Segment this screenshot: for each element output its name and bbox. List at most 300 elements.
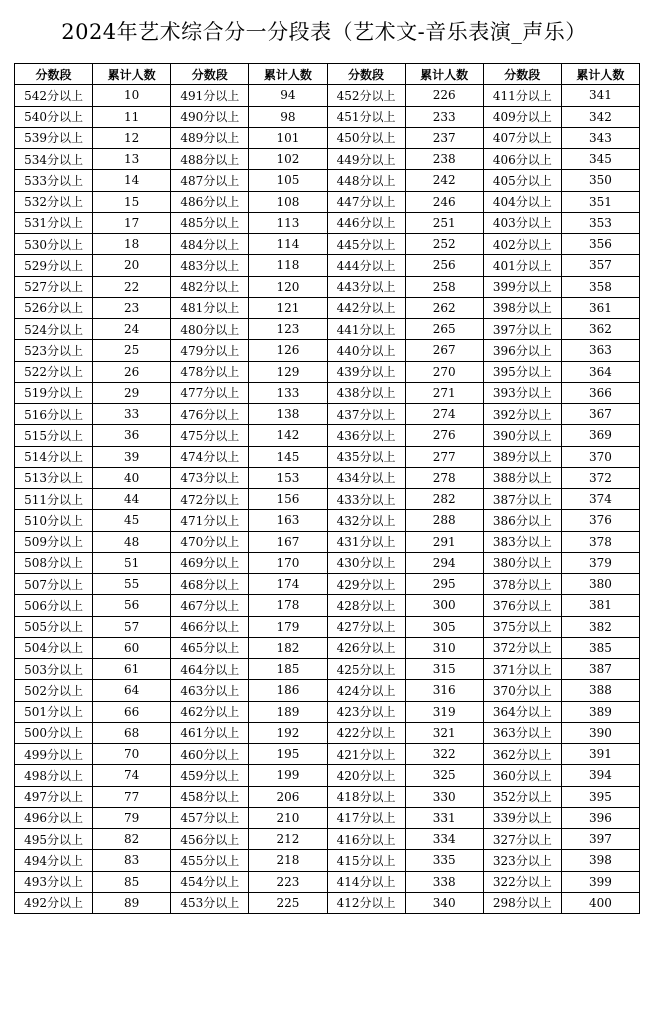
score-range-cell: 411分以上 <box>483 85 561 106</box>
score-range-cell: 404分以上 <box>483 191 561 212</box>
score-range-cell: 407分以上 <box>483 127 561 148</box>
score-range-cell: 380分以上 <box>483 552 561 573</box>
score-range-cell: 493分以上 <box>15 871 93 892</box>
table-row <box>15 127 640 148</box>
cumulative-count-cell: 353 <box>561 212 639 233</box>
score-range-cell: 467分以上 <box>171 595 249 616</box>
cumulative-count-cell: 362 <box>561 319 639 340</box>
table-row <box>15 149 640 170</box>
table-row <box>15 701 640 722</box>
cumulative-count-cell: 20 <box>93 255 171 276</box>
cumulative-count-cell: 246 <box>405 191 483 212</box>
score-range-cell: 298分以上 <box>483 892 561 913</box>
score-range-cell: 415分以上 <box>327 850 405 871</box>
score-range-cell: 479分以上 <box>171 340 249 361</box>
cumulative-count-cell: 186 <box>249 680 327 701</box>
cumulative-count-cell: 271 <box>405 382 483 403</box>
score-range-cell: 516分以上 <box>15 404 93 425</box>
score-range-cell: 444分以上 <box>327 255 405 276</box>
score-range-cell: 418分以上 <box>327 786 405 807</box>
score-range-cell: 501分以上 <box>15 701 93 722</box>
score-range-cell: 322分以上 <box>483 871 561 892</box>
cumulative-count-cell: 274 <box>405 404 483 425</box>
cumulative-count-cell: 342 <box>561 106 639 127</box>
cumulative-count-cell: 321 <box>405 722 483 743</box>
cumulative-count-cell: 267 <box>405 340 483 361</box>
cumulative-count-cell: 218 <box>249 850 327 871</box>
table-row <box>15 170 640 191</box>
cumulative-count-cell: 358 <box>561 276 639 297</box>
cumulative-count-cell: 22 <box>93 276 171 297</box>
cumulative-count-cell: 105 <box>249 170 327 191</box>
table-row <box>15 425 640 446</box>
score-range-cell: 519分以上 <box>15 382 93 403</box>
score-range-cell: 437分以上 <box>327 404 405 425</box>
cumulative-count-cell: 185 <box>249 659 327 680</box>
cumulative-count-cell: 378 <box>561 531 639 552</box>
score-range-cell: 534分以上 <box>15 149 93 170</box>
score-range-cell: 393分以上 <box>483 382 561 403</box>
cumulative-count-cell: 126 <box>249 340 327 361</box>
cumulative-count-cell: 256 <box>405 255 483 276</box>
cumulative-count-cell: 397 <box>561 829 639 850</box>
score-range-cell: 495分以上 <box>15 829 93 850</box>
score-range-cell: 524分以上 <box>15 319 93 340</box>
cumulative-count-cell: 199 <box>249 765 327 786</box>
score-range-cell: 526分以上 <box>15 297 93 318</box>
score-range-cell: 492分以上 <box>15 892 93 913</box>
cumulative-count-cell: 325 <box>405 765 483 786</box>
score-range-cell: 488分以上 <box>171 149 249 170</box>
score-range-cell: 527分以上 <box>15 276 93 297</box>
cumulative-count-cell: 341 <box>561 85 639 106</box>
cumulative-count-cell: 382 <box>561 616 639 637</box>
score-range-cell: 475分以上 <box>171 425 249 446</box>
cumulative-count-cell: 68 <box>93 722 171 743</box>
score-range-cell: 388分以上 <box>483 467 561 488</box>
cumulative-count-cell: 44 <box>93 489 171 510</box>
cumulative-count-cell: 17 <box>93 212 171 233</box>
score-range-cell: 438分以上 <box>327 382 405 403</box>
cumulative-count-cell: 18 <box>93 234 171 255</box>
score-range-cell: 464分以上 <box>171 659 249 680</box>
cumulative-count-cell: 145 <box>249 446 327 467</box>
score-range-cell: 486分以上 <box>171 191 249 212</box>
score-range-cell: 412分以上 <box>327 892 405 913</box>
cumulative-count-cell: 74 <box>93 765 171 786</box>
cumulative-count-cell: 389 <box>561 701 639 722</box>
cumulative-count-cell: 102 <box>249 149 327 170</box>
table-row <box>15 531 640 552</box>
table-row <box>15 361 640 382</box>
table-row <box>15 722 640 743</box>
cumulative-count-cell: 15 <box>93 191 171 212</box>
cumulative-count-cell: 179 <box>249 616 327 637</box>
cumulative-count-cell: 262 <box>405 297 483 318</box>
score-range-cell: 478分以上 <box>171 361 249 382</box>
score-range-cell: 533分以上 <box>15 170 93 191</box>
score-range-cell: 523分以上 <box>15 340 93 361</box>
cumulative-count-cell: 380 <box>561 574 639 595</box>
cumulative-count-cell: 388 <box>561 680 639 701</box>
score-range-cell: 481分以上 <box>171 297 249 318</box>
cumulative-count-cell: 153 <box>249 467 327 488</box>
score-range-cell: 398分以上 <box>483 297 561 318</box>
score-range-cell: 461分以上 <box>171 722 249 743</box>
score-range-cell: 362分以上 <box>483 744 561 765</box>
header-score-range: 分数段 <box>15 64 93 85</box>
score-range-cell: 436分以上 <box>327 425 405 446</box>
table-row <box>15 552 640 573</box>
table-row <box>15 765 640 786</box>
score-range-cell: 504分以上 <box>15 637 93 658</box>
table-row <box>15 637 640 658</box>
cumulative-count-cell: 51 <box>93 552 171 573</box>
score-range-cell: 489分以上 <box>171 127 249 148</box>
header-score-range: 分数段 <box>327 64 405 85</box>
cumulative-count-cell: 210 <box>249 807 327 828</box>
cumulative-count-cell: 350 <box>561 170 639 191</box>
score-range-cell: 471分以上 <box>171 510 249 531</box>
cumulative-count-cell: 13 <box>93 149 171 170</box>
score-range-cell: 480分以上 <box>171 319 249 340</box>
cumulative-count-cell: 251 <box>405 212 483 233</box>
score-range-cell: 473分以上 <box>171 467 249 488</box>
table-row <box>15 255 640 276</box>
score-range-cell: 496分以上 <box>15 807 93 828</box>
score-range-cell: 417分以上 <box>327 807 405 828</box>
table-row <box>15 489 640 510</box>
score-range-cell: 491分以上 <box>171 85 249 106</box>
score-range-cell: 474分以上 <box>171 446 249 467</box>
cumulative-count-cell: 120 <box>249 276 327 297</box>
score-range-cell: 511分以上 <box>15 489 93 510</box>
table-row <box>15 871 640 892</box>
score-range-cell: 427分以上 <box>327 616 405 637</box>
cumulative-count-cell: 391 <box>561 744 639 765</box>
cumulative-count-cell: 288 <box>405 510 483 531</box>
score-range-cell: 529分以上 <box>15 255 93 276</box>
cumulative-count-cell: 129 <box>249 361 327 382</box>
score-range-cell: 420分以上 <box>327 765 405 786</box>
cumulative-count-cell: 369 <box>561 425 639 446</box>
score-range-cell: 498分以上 <box>15 765 93 786</box>
score-range-cell: 446分以上 <box>327 212 405 233</box>
cumulative-count-cell: 23 <box>93 297 171 318</box>
cumulative-count-cell: 335 <box>405 850 483 871</box>
cumulative-count-cell: 212 <box>249 829 327 850</box>
cumulative-count-cell: 395 <box>561 786 639 807</box>
table-header-row <box>15 64 640 85</box>
score-range-cell: 383分以上 <box>483 531 561 552</box>
score-range-cell: 454分以上 <box>171 871 249 892</box>
table-row <box>15 807 640 828</box>
score-range-cell: 453分以上 <box>171 892 249 913</box>
score-range-cell: 395分以上 <box>483 361 561 382</box>
score-range-cell: 503分以上 <box>15 659 93 680</box>
score-range-cell: 371分以上 <box>483 659 561 680</box>
score-range-cell: 397分以上 <box>483 319 561 340</box>
score-range-cell: 462分以上 <box>171 701 249 722</box>
score-range-cell: 431分以上 <box>327 531 405 552</box>
table-row <box>15 467 640 488</box>
cumulative-count-cell: 399 <box>561 871 639 892</box>
cumulative-count-cell: 387 <box>561 659 639 680</box>
score-range-cell: 482分以上 <box>171 276 249 297</box>
score-range-cell: 396分以上 <box>483 340 561 361</box>
score-range-cell: 424分以上 <box>327 680 405 701</box>
table-row <box>15 319 640 340</box>
score-range-cell: 532分以上 <box>15 191 93 212</box>
score-range-cell: 459分以上 <box>171 765 249 786</box>
score-range-cell: 449分以上 <box>327 149 405 170</box>
score-range-cell: 386分以上 <box>483 510 561 531</box>
score-range-cell: 472分以上 <box>171 489 249 510</box>
cumulative-count-cell: 258 <box>405 276 483 297</box>
table-row <box>15 234 640 255</box>
cumulative-count-cell: 12 <box>93 127 171 148</box>
cumulative-count-cell: 192 <box>249 722 327 743</box>
cumulative-count-cell: 89 <box>93 892 171 913</box>
score-range-cell: 399分以上 <box>483 276 561 297</box>
header-cumulative-count: 累计人数 <box>405 64 483 85</box>
cumulative-count-cell: 170 <box>249 552 327 573</box>
cumulative-count-cell: 156 <box>249 489 327 510</box>
score-range-cell: 510分以上 <box>15 510 93 531</box>
score-range-cell: 470分以上 <box>171 531 249 552</box>
cumulative-count-cell: 83 <box>93 850 171 871</box>
table-row <box>15 892 640 913</box>
score-range-cell: 433分以上 <box>327 489 405 510</box>
cumulative-count-cell: 372 <box>561 467 639 488</box>
score-range-cell: 352分以上 <box>483 786 561 807</box>
cumulative-count-cell: 331 <box>405 807 483 828</box>
score-range-cell: 439分以上 <box>327 361 405 382</box>
score-range-cell: 403分以上 <box>483 212 561 233</box>
score-range-cell: 456分以上 <box>171 829 249 850</box>
cumulative-count-cell: 370 <box>561 446 639 467</box>
score-range-cell: 500分以上 <box>15 722 93 743</box>
cumulative-count-cell: 242 <box>405 170 483 191</box>
header-score-range: 分数段 <box>483 64 561 85</box>
score-range-cell: 460分以上 <box>171 744 249 765</box>
cumulative-count-cell: 40 <box>93 467 171 488</box>
cumulative-count-cell: 237 <box>405 127 483 148</box>
score-range-cell: 387分以上 <box>483 489 561 510</box>
score-range-cell: 539分以上 <box>15 127 93 148</box>
cumulative-count-cell: 48 <box>93 531 171 552</box>
cumulative-count-cell: 133 <box>249 382 327 403</box>
score-range-cell: 406分以上 <box>483 149 561 170</box>
cumulative-count-cell: 291 <box>405 531 483 552</box>
cumulative-count-cell: 11 <box>93 106 171 127</box>
score-range-cell: 476分以上 <box>171 404 249 425</box>
table-row <box>15 510 640 531</box>
cumulative-count-cell: 66 <box>93 701 171 722</box>
cumulative-count-cell: 343 <box>561 127 639 148</box>
cumulative-count-cell: 57 <box>93 616 171 637</box>
cumulative-count-cell: 189 <box>249 701 327 722</box>
cumulative-count-cell: 55 <box>93 574 171 595</box>
cumulative-count-cell: 361 <box>561 297 639 318</box>
score-range-cell: 409分以上 <box>483 106 561 127</box>
cumulative-count-cell: 295 <box>405 574 483 595</box>
cumulative-count-cell: 366 <box>561 382 639 403</box>
cumulative-count-cell: 108 <box>249 191 327 212</box>
score-range-cell: 422分以上 <box>327 722 405 743</box>
score-range-cell: 440分以上 <box>327 340 405 361</box>
table-row <box>15 382 640 403</box>
score-range-cell: 448分以上 <box>327 170 405 191</box>
score-range-cell: 402分以上 <box>483 234 561 255</box>
score-range-cell: 327分以上 <box>483 829 561 850</box>
score-range-cell: 484分以上 <box>171 234 249 255</box>
score-range-cell: 375分以上 <box>483 616 561 637</box>
table-row <box>15 616 640 637</box>
cumulative-count-cell: 226 <box>405 85 483 106</box>
cumulative-count-cell: 294 <box>405 552 483 573</box>
cumulative-count-cell: 270 <box>405 361 483 382</box>
score-range-cell: 483分以上 <box>171 255 249 276</box>
score-range-cell: 455分以上 <box>171 850 249 871</box>
score-range-cell: 468分以上 <box>171 574 249 595</box>
score-range-cell: 487分以上 <box>171 170 249 191</box>
cumulative-count-cell: 381 <box>561 595 639 616</box>
score-range-cell: 339分以上 <box>483 807 561 828</box>
score-range-cell: 363分以上 <box>483 722 561 743</box>
cumulative-count-cell: 163 <box>249 510 327 531</box>
score-range-cell: 477分以上 <box>171 382 249 403</box>
score-range-cell: 441分以上 <box>327 319 405 340</box>
cumulative-count-cell: 374 <box>561 489 639 510</box>
cumulative-count-cell: 252 <box>405 234 483 255</box>
cumulative-count-cell: 364 <box>561 361 639 382</box>
cumulative-count-cell: 400 <box>561 892 639 913</box>
cumulative-count-cell: 79 <box>93 807 171 828</box>
score-range-cell: 494分以上 <box>15 850 93 871</box>
cumulative-count-cell: 138 <box>249 404 327 425</box>
score-range-cell: 451分以上 <box>327 106 405 127</box>
score-range-cell: 429分以上 <box>327 574 405 595</box>
table-row <box>15 340 640 361</box>
cumulative-count-cell: 113 <box>249 212 327 233</box>
cumulative-count-cell: 174 <box>249 574 327 595</box>
cumulative-count-cell: 315 <box>405 659 483 680</box>
score-range-cell: 515分以上 <box>15 425 93 446</box>
cumulative-count-cell: 277 <box>405 446 483 467</box>
score-range-cell: 425分以上 <box>327 659 405 680</box>
score-range-cell: 405分以上 <box>483 170 561 191</box>
score-range-cell: 450分以上 <box>327 127 405 148</box>
table-row <box>15 212 640 233</box>
cumulative-count-cell: 225 <box>249 892 327 913</box>
score-range-cell: 421分以上 <box>327 744 405 765</box>
cumulative-count-cell: 77 <box>93 786 171 807</box>
score-range-cell: 434分以上 <box>327 467 405 488</box>
cumulative-count-cell: 60 <box>93 637 171 658</box>
table-row <box>15 106 640 127</box>
cumulative-count-cell: 45 <box>93 510 171 531</box>
score-range-cell: 376分以上 <box>483 595 561 616</box>
cumulative-count-cell: 345 <box>561 149 639 170</box>
table-row <box>15 276 640 297</box>
score-range-cell: 465分以上 <box>171 637 249 658</box>
score-range-cell: 505分以上 <box>15 616 93 637</box>
cumulative-count-cell: 310 <box>405 637 483 658</box>
cumulative-count-cell: 26 <box>93 361 171 382</box>
score-range-cell: 540分以上 <box>15 106 93 127</box>
cumulative-count-cell: 351 <box>561 191 639 212</box>
cumulative-count-cell: 206 <box>249 786 327 807</box>
cumulative-count-cell: 363 <box>561 340 639 361</box>
table-row <box>15 680 640 701</box>
score-range-cell: 370分以上 <box>483 680 561 701</box>
table-row <box>15 191 640 212</box>
score-range-cell: 390分以上 <box>483 425 561 446</box>
cumulative-count-cell: 334 <box>405 829 483 850</box>
score-range-cell: 507分以上 <box>15 574 93 595</box>
score-distribution-table <box>14 63 640 914</box>
score-range-cell: 463分以上 <box>171 680 249 701</box>
score-range-cell: 485分以上 <box>171 212 249 233</box>
score-range-cell: 522分以上 <box>15 361 93 382</box>
cumulative-count-cell: 356 <box>561 234 639 255</box>
cumulative-count-cell: 121 <box>249 297 327 318</box>
cumulative-count-cell: 25 <box>93 340 171 361</box>
score-range-cell: 430分以上 <box>327 552 405 573</box>
score-range-cell: 378分以上 <box>483 574 561 595</box>
score-range-cell: 435分以上 <box>327 446 405 467</box>
table-body <box>15 85 640 914</box>
cumulative-count-cell: 33 <box>93 404 171 425</box>
cumulative-count-cell: 85 <box>93 871 171 892</box>
score-range-cell: 389分以上 <box>483 446 561 467</box>
header-cumulative-count: 累计人数 <box>561 64 639 85</box>
score-range-cell: 531分以上 <box>15 212 93 233</box>
cumulative-count-cell: 167 <box>249 531 327 552</box>
score-range-cell: 497分以上 <box>15 786 93 807</box>
cumulative-count-cell: 101 <box>249 127 327 148</box>
score-range-cell: 443分以上 <box>327 276 405 297</box>
cumulative-count-cell: 36 <box>93 425 171 446</box>
cumulative-count-cell: 142 <box>249 425 327 446</box>
cumulative-count-cell: 24 <box>93 319 171 340</box>
score-range-cell: 499分以上 <box>15 744 93 765</box>
cumulative-count-cell: 316 <box>405 680 483 701</box>
cumulative-count-cell: 56 <box>93 595 171 616</box>
cumulative-count-cell: 276 <box>405 425 483 446</box>
score-range-cell: 466分以上 <box>171 616 249 637</box>
score-range-cell: 426分以上 <box>327 637 405 658</box>
score-range-cell: 401分以上 <box>483 255 561 276</box>
cumulative-count-cell: 398 <box>561 850 639 871</box>
header-cumulative-count: 累计人数 <box>93 64 171 85</box>
score-range-cell: 432分以上 <box>327 510 405 531</box>
score-range-cell: 445分以上 <box>327 234 405 255</box>
cumulative-count-cell: 178 <box>249 595 327 616</box>
score-range-cell: 423分以上 <box>327 701 405 722</box>
cumulative-count-cell: 238 <box>405 149 483 170</box>
cumulative-count-cell: 278 <box>405 467 483 488</box>
score-range-cell: 416分以上 <box>327 829 405 850</box>
cumulative-count-cell: 300 <box>405 595 483 616</box>
cumulative-count-cell: 305 <box>405 616 483 637</box>
score-range-cell: 506分以上 <box>15 595 93 616</box>
score-range-cell: 502分以上 <box>15 680 93 701</box>
cumulative-count-cell: 14 <box>93 170 171 191</box>
cumulative-count-cell: 376 <box>561 510 639 531</box>
cumulative-count-cell: 390 <box>561 722 639 743</box>
